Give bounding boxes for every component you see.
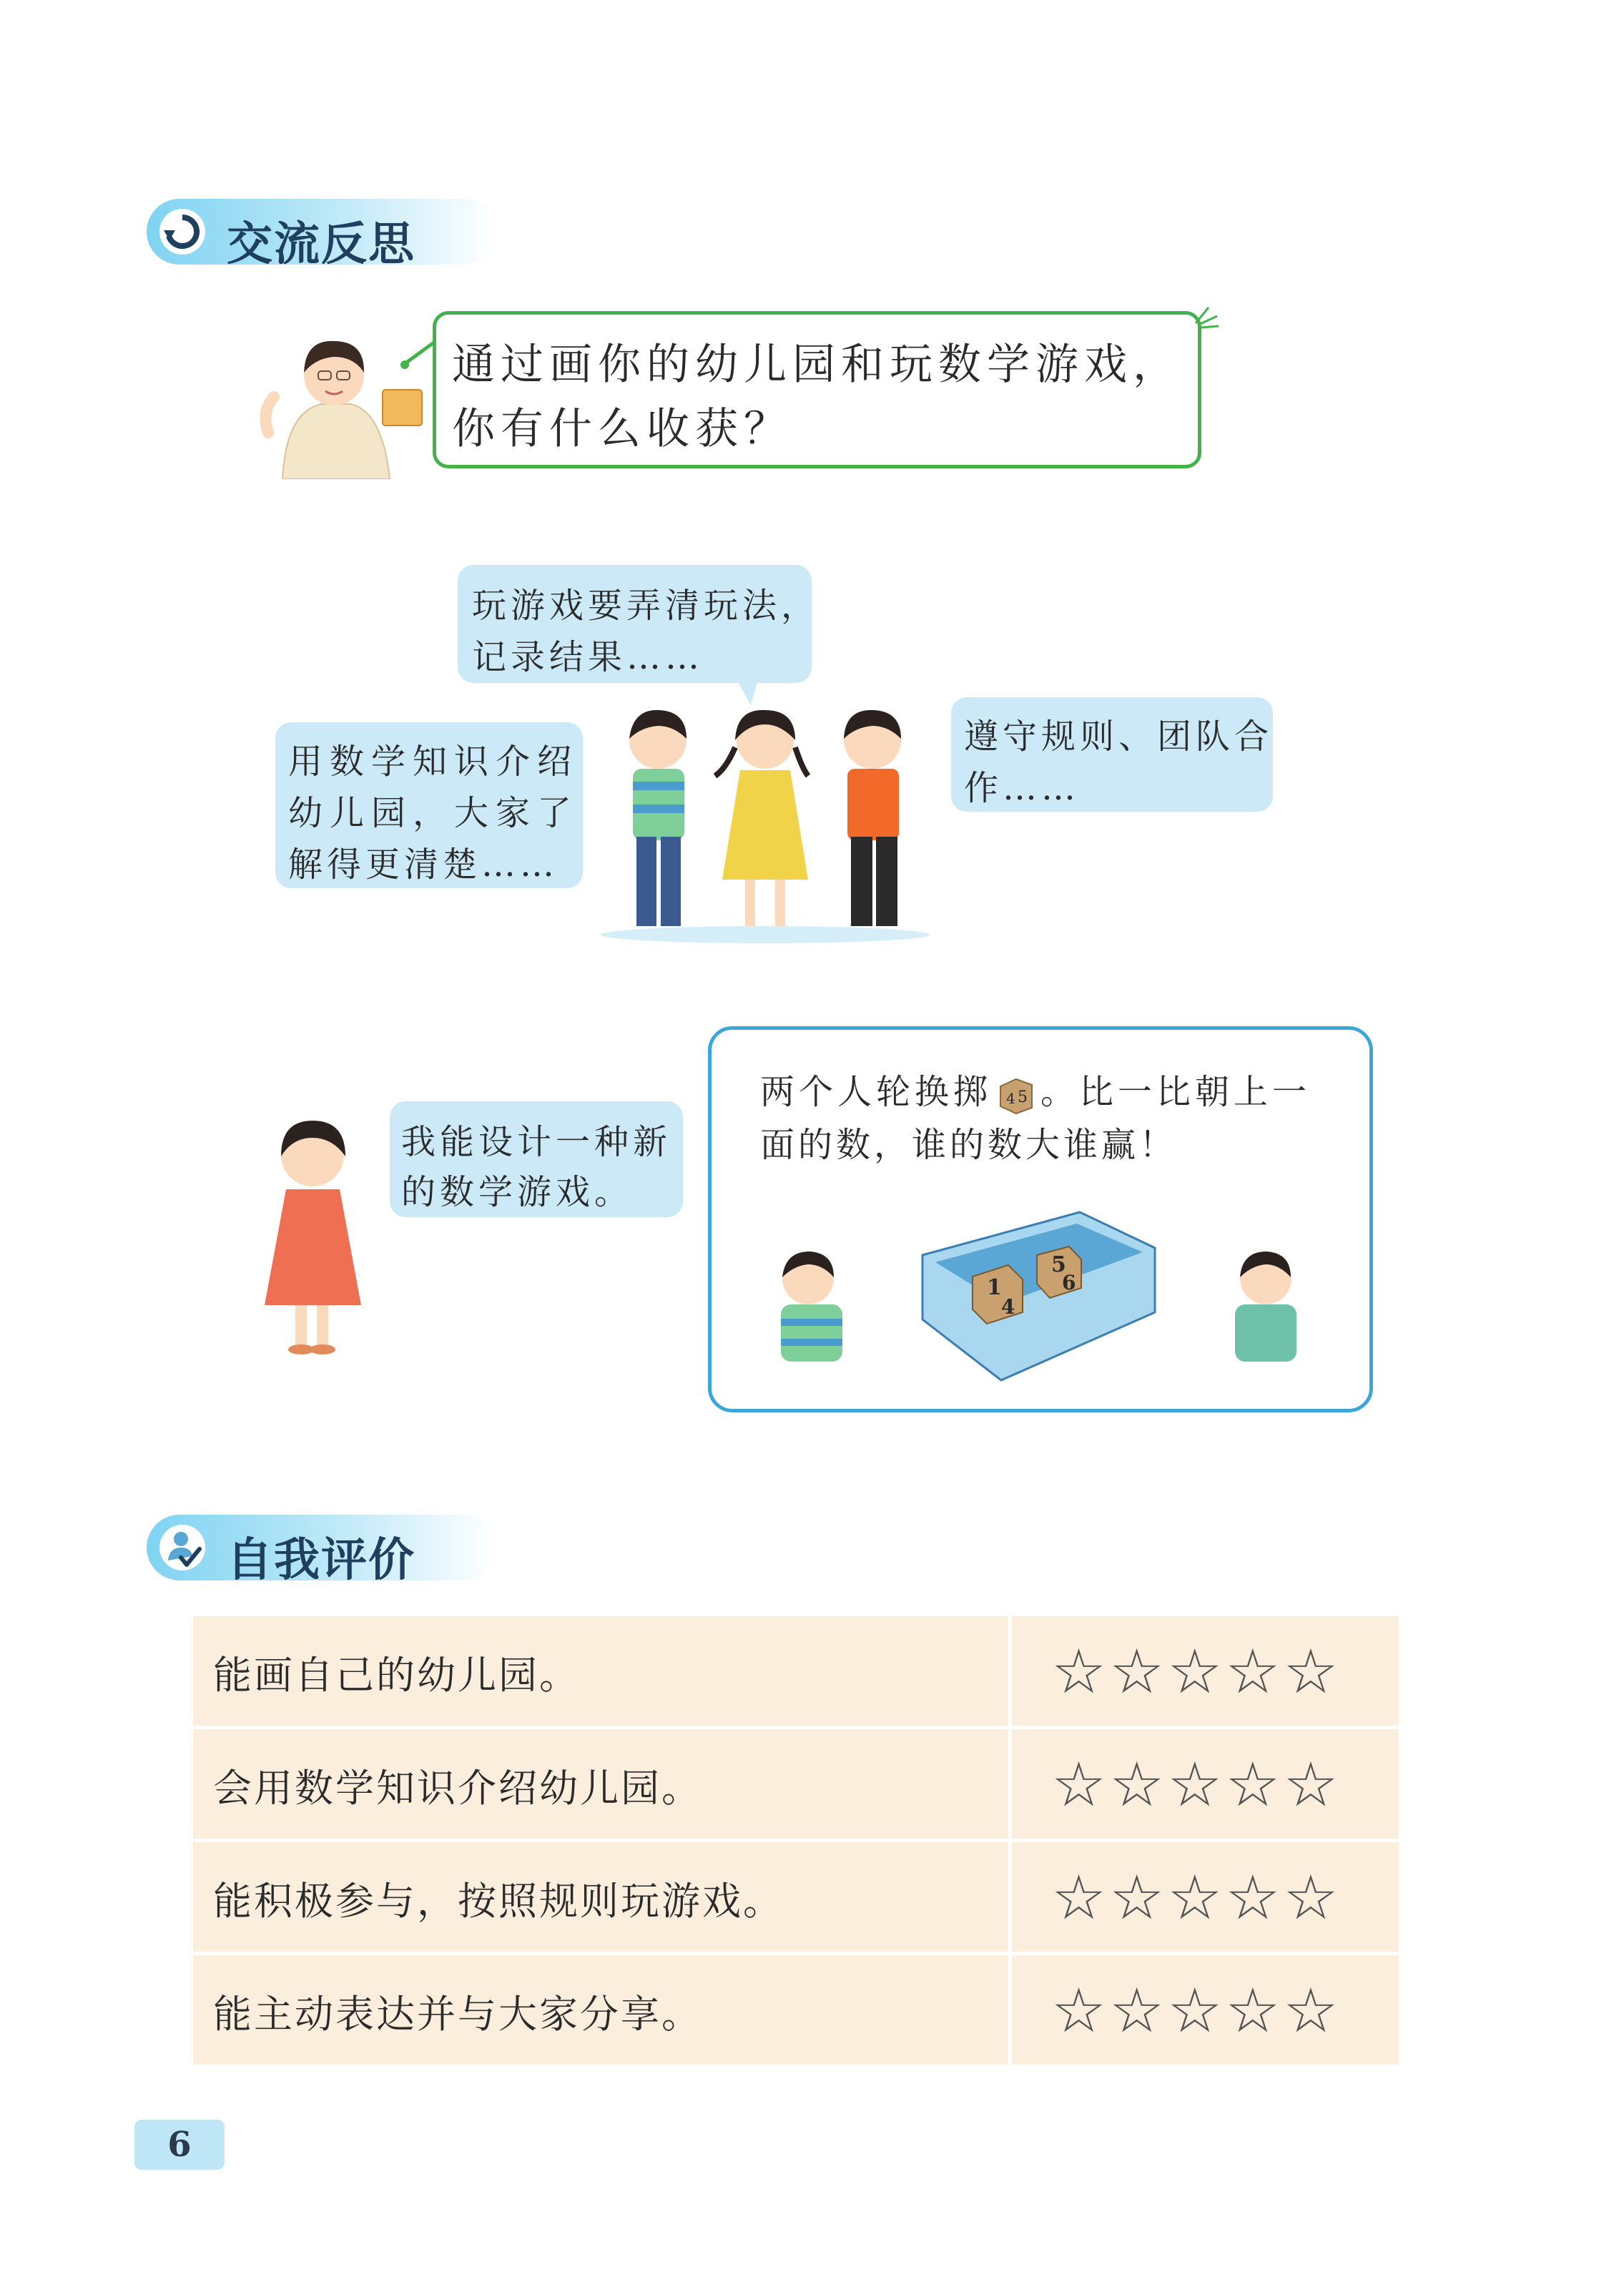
eval-criterion: 能积极参与，按照规则玩游戏。 xyxy=(213,1879,784,1924)
kid-bubble-right-line1: 遵守规则、团队合 xyxy=(964,717,1274,757)
divider xyxy=(1008,1842,1012,1952)
table-row xyxy=(193,1842,1399,1952)
girl-speech-bubble xyxy=(390,1101,683,1217)
kid-bubble-top-line1: 玩游戏要弄清玩法， xyxy=(472,586,820,626)
section-title-self-eval: 自我评价 xyxy=(227,1534,415,1587)
dice-b-side-face: 6 xyxy=(1062,1271,1076,1294)
dice-a-top-face: 1 xyxy=(987,1275,1002,1300)
teacher-question-line1: 通过画你的幼儿园和玩数学游戏， xyxy=(452,340,1181,390)
girl-figure xyxy=(247,1112,375,1355)
star-rating[interactable]: ☆☆☆☆☆ xyxy=(1051,1636,1342,1708)
kid-bubble-top xyxy=(458,565,820,683)
star-rating[interactable]: ☆☆☆☆☆ xyxy=(1051,1862,1342,1934)
star-rating[interactable]: ☆☆☆☆☆ xyxy=(1051,1975,1342,2047)
svg-text:5: 5 xyxy=(1018,1088,1033,1106)
eval-criterion: 能主动表达并与大家分享。 xyxy=(213,1992,702,2037)
girl-bubble-line1: 我能设计一种新 xyxy=(401,1122,672,1162)
kid-bubble-top-line2: 记录结果…… xyxy=(472,637,704,677)
refresh-cycle-icon xyxy=(159,209,205,255)
star-rating[interactable]: ☆☆☆☆☆ xyxy=(1051,1749,1342,1821)
girl-bubble-line2: 的数学游戏。 xyxy=(401,1172,634,1212)
game-rule-part2: 。比一比朝上一 xyxy=(1040,1072,1311,1112)
page-number: 6 xyxy=(134,2120,225,2170)
section-header-reflect xyxy=(147,199,497,271)
self-evaluation-table xyxy=(193,1616,1399,2068)
divider xyxy=(1008,1616,1012,1726)
bubble-tail xyxy=(737,679,765,708)
eval-criterion: 会用数学知识介绍幼儿园。 xyxy=(213,1766,702,1811)
boy-right-figure xyxy=(1212,1244,1319,1366)
boy-left-figure xyxy=(765,1244,872,1366)
dice-icon xyxy=(995,1073,1038,1116)
teacher-speech-bubble xyxy=(433,311,1201,468)
sparkle-decoration xyxy=(1193,300,1221,329)
divider xyxy=(1008,1729,1012,1839)
dice-b-top-face: 5 xyxy=(1051,1252,1066,1277)
divider xyxy=(1008,1955,1012,2065)
person-check-icon xyxy=(159,1525,205,1570)
bubble-pointer xyxy=(400,336,436,372)
game-rule-box xyxy=(708,1026,1373,1412)
game-rule-line2: 面的数，谁的数大谁赢！ xyxy=(760,1125,1178,1165)
dice-tray xyxy=(915,1205,1162,1387)
dice-a-side-face: 4 xyxy=(1001,1295,1015,1319)
game-rule-part1: 两个人轮换掷 xyxy=(760,1072,993,1112)
kid-bubble-left-line2: 幼儿园，大家了 xyxy=(288,793,579,833)
section-header-self-eval xyxy=(147,1515,497,1587)
kid-bubble-left xyxy=(275,722,583,888)
svg-text:4: 4 xyxy=(1006,1089,1020,1107)
teacher-question-line2: 你有什么收获？ xyxy=(452,404,792,454)
kid-bubble-left-line1: 用数学知识介绍 xyxy=(288,742,579,782)
table-row xyxy=(193,1616,1399,1726)
table-row xyxy=(193,1729,1399,1839)
section-title-reflect: 交流反思 xyxy=(227,218,415,271)
kid-bubble-right xyxy=(951,697,1273,812)
eval-criterion: 能画自己的幼儿园。 xyxy=(213,1653,580,1698)
kid-bubble-right-line2: 作…… xyxy=(964,768,1081,808)
three-children-figure xyxy=(594,704,937,948)
table-row xyxy=(193,1955,1399,2065)
game-rule-line1 xyxy=(760,1064,1311,1116)
kid-bubble-left-line3: 解得更清楚…… xyxy=(288,845,559,885)
